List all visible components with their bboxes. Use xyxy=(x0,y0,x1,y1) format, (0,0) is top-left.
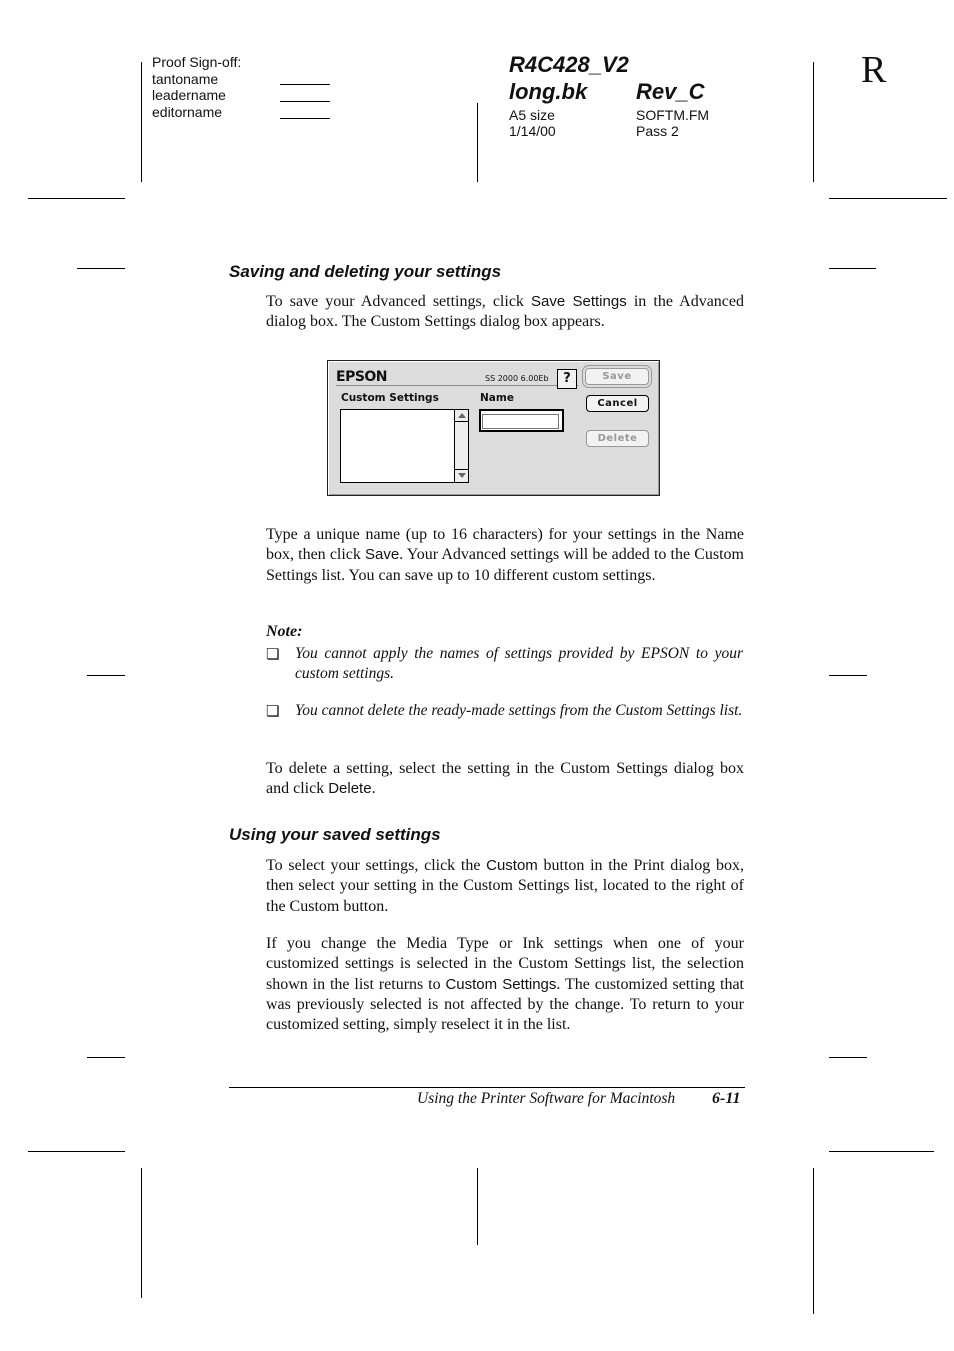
section-heading-saving: Saving and deleting your settings xyxy=(229,262,502,281)
text-run: . The customized setting that was previously selected is not affected by the change. To return to your customized setting, simply reselect it in the list. xyxy=(266,975,744,1034)
doc-size: A5 size xyxy=(509,107,555,123)
page-number: 6-11 xyxy=(712,1090,741,1107)
doc-source-file: SOFTM.FM xyxy=(636,107,710,123)
note-item: You cannot apply the names of settings provided by EPSON to your custom settings. xyxy=(295,645,743,682)
paragraph-save-intro xyxy=(266,292,744,333)
proof-signoff xyxy=(152,54,241,120)
text-run: Type a unique name (up to 16 characters) for your settings in the Name box, then click xyxy=(266,526,744,564)
text-run: To select your settings, click the xyxy=(266,857,487,874)
doc-file: long.bk xyxy=(509,79,588,104)
ui-term: Custom xyxy=(486,857,538,874)
ui-term: Delete xyxy=(328,780,372,798)
help-button[interactable]: ? xyxy=(557,369,577,389)
crop-mark xyxy=(813,1168,814,1314)
ui-term: Custom Settings xyxy=(445,975,557,993)
list-scrollbar[interactable] xyxy=(454,410,468,482)
crop-mark xyxy=(87,1057,125,1058)
signoff-blank xyxy=(280,84,330,85)
crop-mark xyxy=(829,1057,867,1058)
checkbox-bullet-icon: ❏ xyxy=(266,703,280,720)
proof-line: tantoname xyxy=(152,70,219,87)
checkbox-bullet-icon: ❏ xyxy=(266,646,280,663)
paragraph-save-instructions xyxy=(266,525,744,586)
crop-mark xyxy=(829,268,876,269)
name-field-frame xyxy=(479,409,564,432)
custom-settings-list[interactable] xyxy=(340,409,469,483)
crop-mark xyxy=(477,1168,478,1245)
scroll-divider xyxy=(455,421,468,422)
crop-mark xyxy=(141,62,142,182)
doc-pass: Pass 2 xyxy=(636,123,679,139)
dialog-divider xyxy=(336,385,578,386)
name-input[interactable] xyxy=(482,414,559,429)
ui-term: Save xyxy=(365,546,400,564)
crop-mark xyxy=(477,103,478,182)
text-run: . Your Advanced settings will be added to the Custom Settings list. You can save up to 10 different custom settings. xyxy=(266,546,745,584)
scroll-up-icon[interactable] xyxy=(458,413,466,418)
crop-mark xyxy=(813,62,814,182)
paragraph-delete xyxy=(266,759,744,800)
crop-mark xyxy=(87,675,125,676)
scroll-down-icon[interactable] xyxy=(458,473,466,478)
save-button[interactable]: Save xyxy=(585,368,649,385)
epson-logo: EPSON xyxy=(336,369,388,385)
crop-mark xyxy=(28,198,125,199)
note-item: You cannot delete the ready-made settings from the Custom Settings list. xyxy=(295,702,743,719)
crop-mark xyxy=(829,1151,934,1152)
crop-mark xyxy=(829,675,867,676)
text-run: If you change the Media Type or Ink settings when one of your customized settings is selected in the Custom Settings list, the selection shown in the list returns to xyxy=(266,935,744,993)
paragraph-select-settings xyxy=(266,856,744,917)
crop-mark xyxy=(77,268,125,269)
ui-term: Save Settings xyxy=(531,293,627,310)
cancel-button[interactable]: Cancel xyxy=(586,395,649,412)
scroll-divider xyxy=(455,469,468,470)
doc-code: R4C428_V2 xyxy=(509,52,629,77)
signoff-blank xyxy=(280,118,330,119)
text-run: . xyxy=(371,780,376,798)
doc-rev: Rev_C xyxy=(636,79,705,104)
proof-line: leadername xyxy=(152,87,226,103)
text-run: To save your Advanced settings, click xyxy=(266,293,532,310)
crop-mark xyxy=(28,1151,125,1152)
text-run: button in the Print dialog box, then select your setting in the Custom Settings list, located to the right of the Custom button. xyxy=(266,857,744,915)
custom-settings-dialog xyxy=(327,360,660,496)
name-label: Name xyxy=(480,392,514,404)
note-title: Note: xyxy=(266,623,303,640)
crop-mark xyxy=(829,198,947,199)
proof-line: Proof Sign-off: xyxy=(152,54,242,70)
footer-chapter: Using the Printer Software for Macintosh xyxy=(417,1090,676,1107)
custom-settings-label: Custom Settings xyxy=(341,392,439,404)
side-letter: R xyxy=(861,49,887,91)
footer-rule xyxy=(229,1087,745,1088)
text-run: in the Advanced dialog box. The Custom Settings dialog box appears. xyxy=(266,293,744,331)
signoff-blank xyxy=(280,101,330,102)
delete-button[interactable]: Delete xyxy=(586,430,649,447)
doc-date: 1/14/00 xyxy=(509,123,556,139)
paragraph-change-settings xyxy=(266,934,744,1035)
text-run: To delete a setting, select the setting in the Custom Settings dialog box and click xyxy=(266,760,744,798)
proof-line: editorname xyxy=(152,103,223,120)
section-heading-using: Using your saved settings xyxy=(229,825,441,844)
crop-mark xyxy=(141,1168,142,1298)
version-label: SS 2000 6.00Eb xyxy=(485,374,549,383)
